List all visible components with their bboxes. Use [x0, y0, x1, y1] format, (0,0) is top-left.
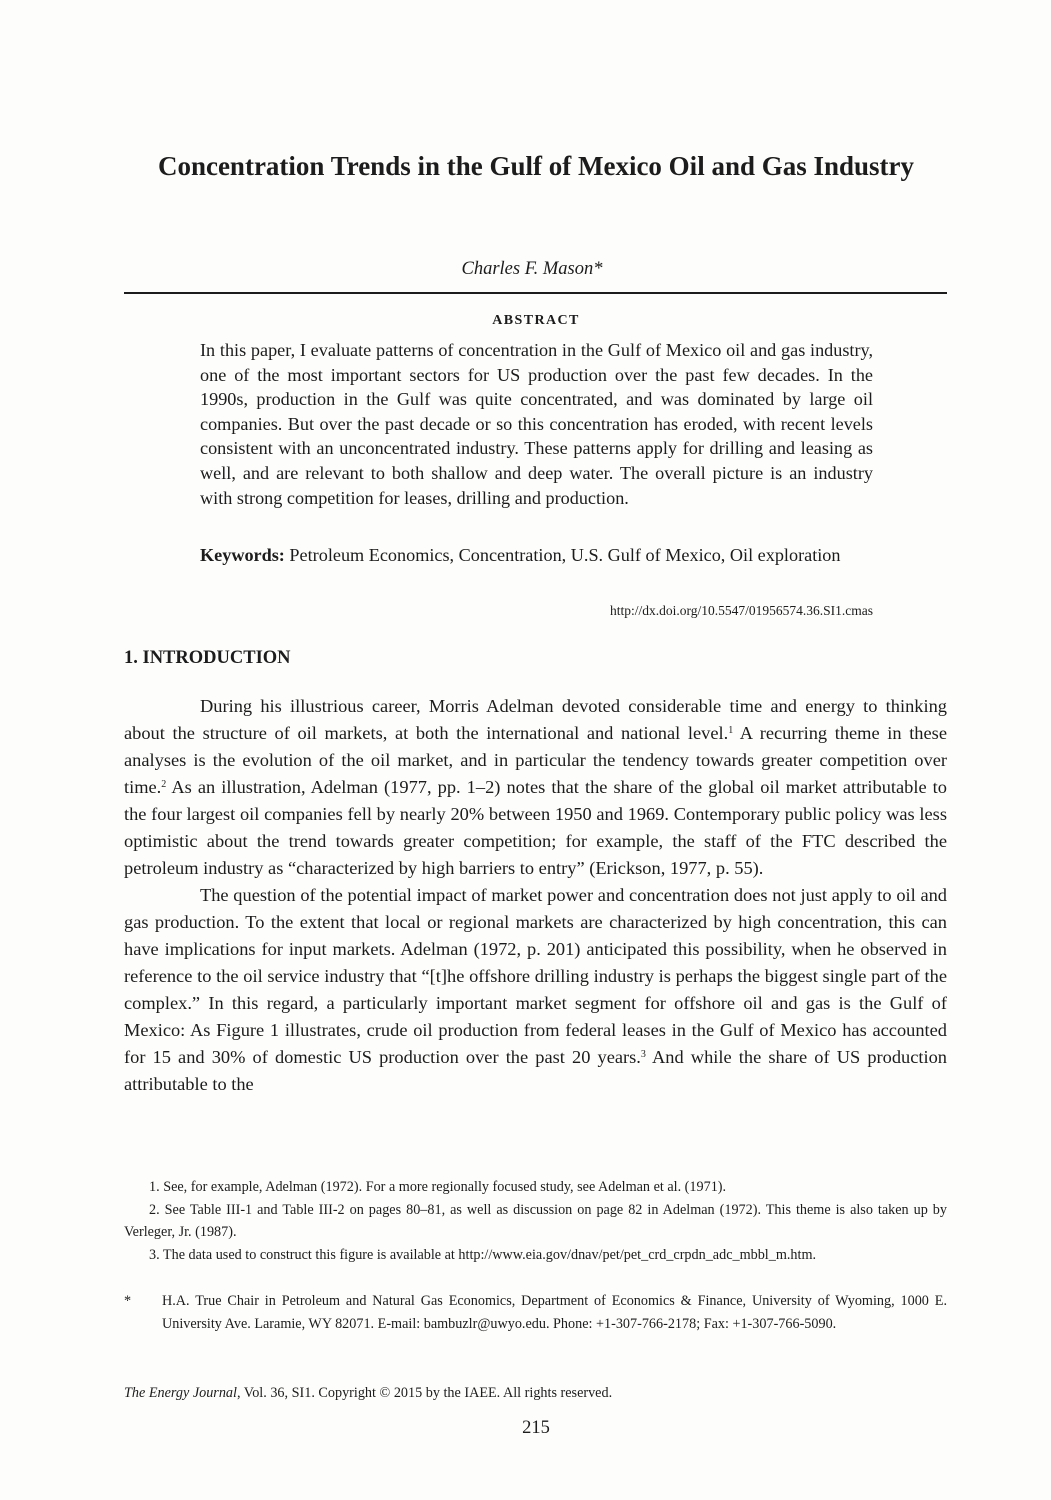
paragraph-text: As an illustration, Adelman (1977, pp. 1–2) notes that the share of the global oil market attributable to the four largest oil companies fell by nearly 20% between 1950 and 1969. Contemporary public policy was less optimistic about the trend towards greater competition; for example, the staff of the FTC described the petroleum industry as “characterized by high barriers to entry” (Erickson, 1977, p. 55). — [124, 777, 947, 878]
journal-copyright: , Vol. 36, SI1. Copyright © 2015 by the IAEE. All rights reserved. — [236, 1385, 613, 1401]
keywords — [200, 543, 873, 568]
abstract-heading: ABSTRACT — [492, 313, 580, 328]
paragraph-text: And while the share of US production attributable to the — [124, 1047, 947, 1094]
body-text — [124, 693, 947, 1098]
journal-name: The Energy Journal — [124, 1385, 237, 1401]
footnote: 2. See Table III-1 and Table III-2 on pages 80–81, as well as discussion on page 82 in Adelman (1972). This theme is also taken up by Verleger, Jr. (1987). — [124, 1201, 947, 1241]
paragraph — [124, 693, 947, 882]
affiliation-mark: * — [124, 1293, 132, 1309]
paragraph-text: The question of the potential impact of market power and concentration does not just apply to oil and gas production. To the extent that local or regional markets are characterized by high concentration, this can have implications for input markets. Adelman (1972, p. 201) anticipated this possibility, when he observed in reference to the oil service industry that “[t]he offshore drilling industry is perhaps the biggest single part of the complex.” In this regard, a particularly important market segment for offshore oil and gas is the Gulf of Mexico: As Figure 1 illustrates, crude oil production from federal leases in the Gulf of Mexico has accounted for 15 and 30% of domestic US production over the past 20 years. — [124, 885, 947, 1067]
keywords-list: Petroleum Economics, Concentration, U.S. Gulf of Mexico, Oil exploration — [289, 545, 841, 565]
author-affiliation — [124, 1290, 947, 1335]
journal-citation — [124, 1382, 612, 1404]
paragraph-text: A recurring theme in these analyses is the evolution of the oil market, and in particular the tendency towards greater competition over time. — [124, 723, 947, 797]
author-name: Charles F. Mason* — [461, 259, 603, 279]
footnotes — [124, 1176, 947, 1266]
footnote-ref[interactable]: 3 — [640, 1049, 646, 1060]
footnote: 3. The data used to construct this figure is available at http://www.eia.gov/dnav/pet/pet_crd_crpdn_adc_mbbl_m.htm. — [149, 1246, 817, 1263]
affiliation-text: H.A. True Chair in Petroleum and Natural Gas Economics, Department of Economics & Finance, University of Wyoming, 1000 E. University Ave. Laramie, WY 82071. E-mail: bambuzlr@uwyo.edu. Phone: +1-307-766-2178; Fax: +1-307-766-5090. — [162, 1293, 947, 1332]
doi-link[interactable]: http://dx.doi.org/10.5547/01956574.36.SI1.cmas — [610, 603, 873, 618]
paragraph-text: During his illustrious career, Morris Adelman devoted considerable time and energy to thinking about the structure of oil markets, at both the international and national level. — [124, 696, 947, 743]
section-heading: 1. INTRODUCTION — [124, 648, 291, 668]
footnote-ref[interactable]: 1 — [728, 725, 734, 736]
footnote-ref[interactable]: 2 — [161, 779, 167, 790]
title-divider — [124, 292, 947, 294]
abstract-text: In this paper, I evaluate patterns of concentration in the Gulf of Mexico oil and gas industry, one of the most important sectors for US production over the past few decades. In the 1990s, production in the Gulf was quite concentrated, and was dominated by large oil companies. But over the past decade or so this concentration has eroded, with recent levels consistent with an unconcentrated industry. These patterns apply for drilling and leasing as well, and are relevant to both shallow and deep water. The overall picture is an industry with strong competition for leases, drilling and production. — [200, 340, 873, 508]
keywords-label: Keywords: — [200, 545, 285, 565]
page-number: 215 — [522, 1418, 550, 1438]
footnote: 1. See, for example, Adelman (1972). For a more regionally focused study, see Adelman et al. (1971). — [149, 1179, 727, 1195]
paragraph — [124, 882, 947, 1098]
paper-title: Concentration Trends in the Gulf of Mexico Oil and Gas Industry — [157, 151, 915, 181]
